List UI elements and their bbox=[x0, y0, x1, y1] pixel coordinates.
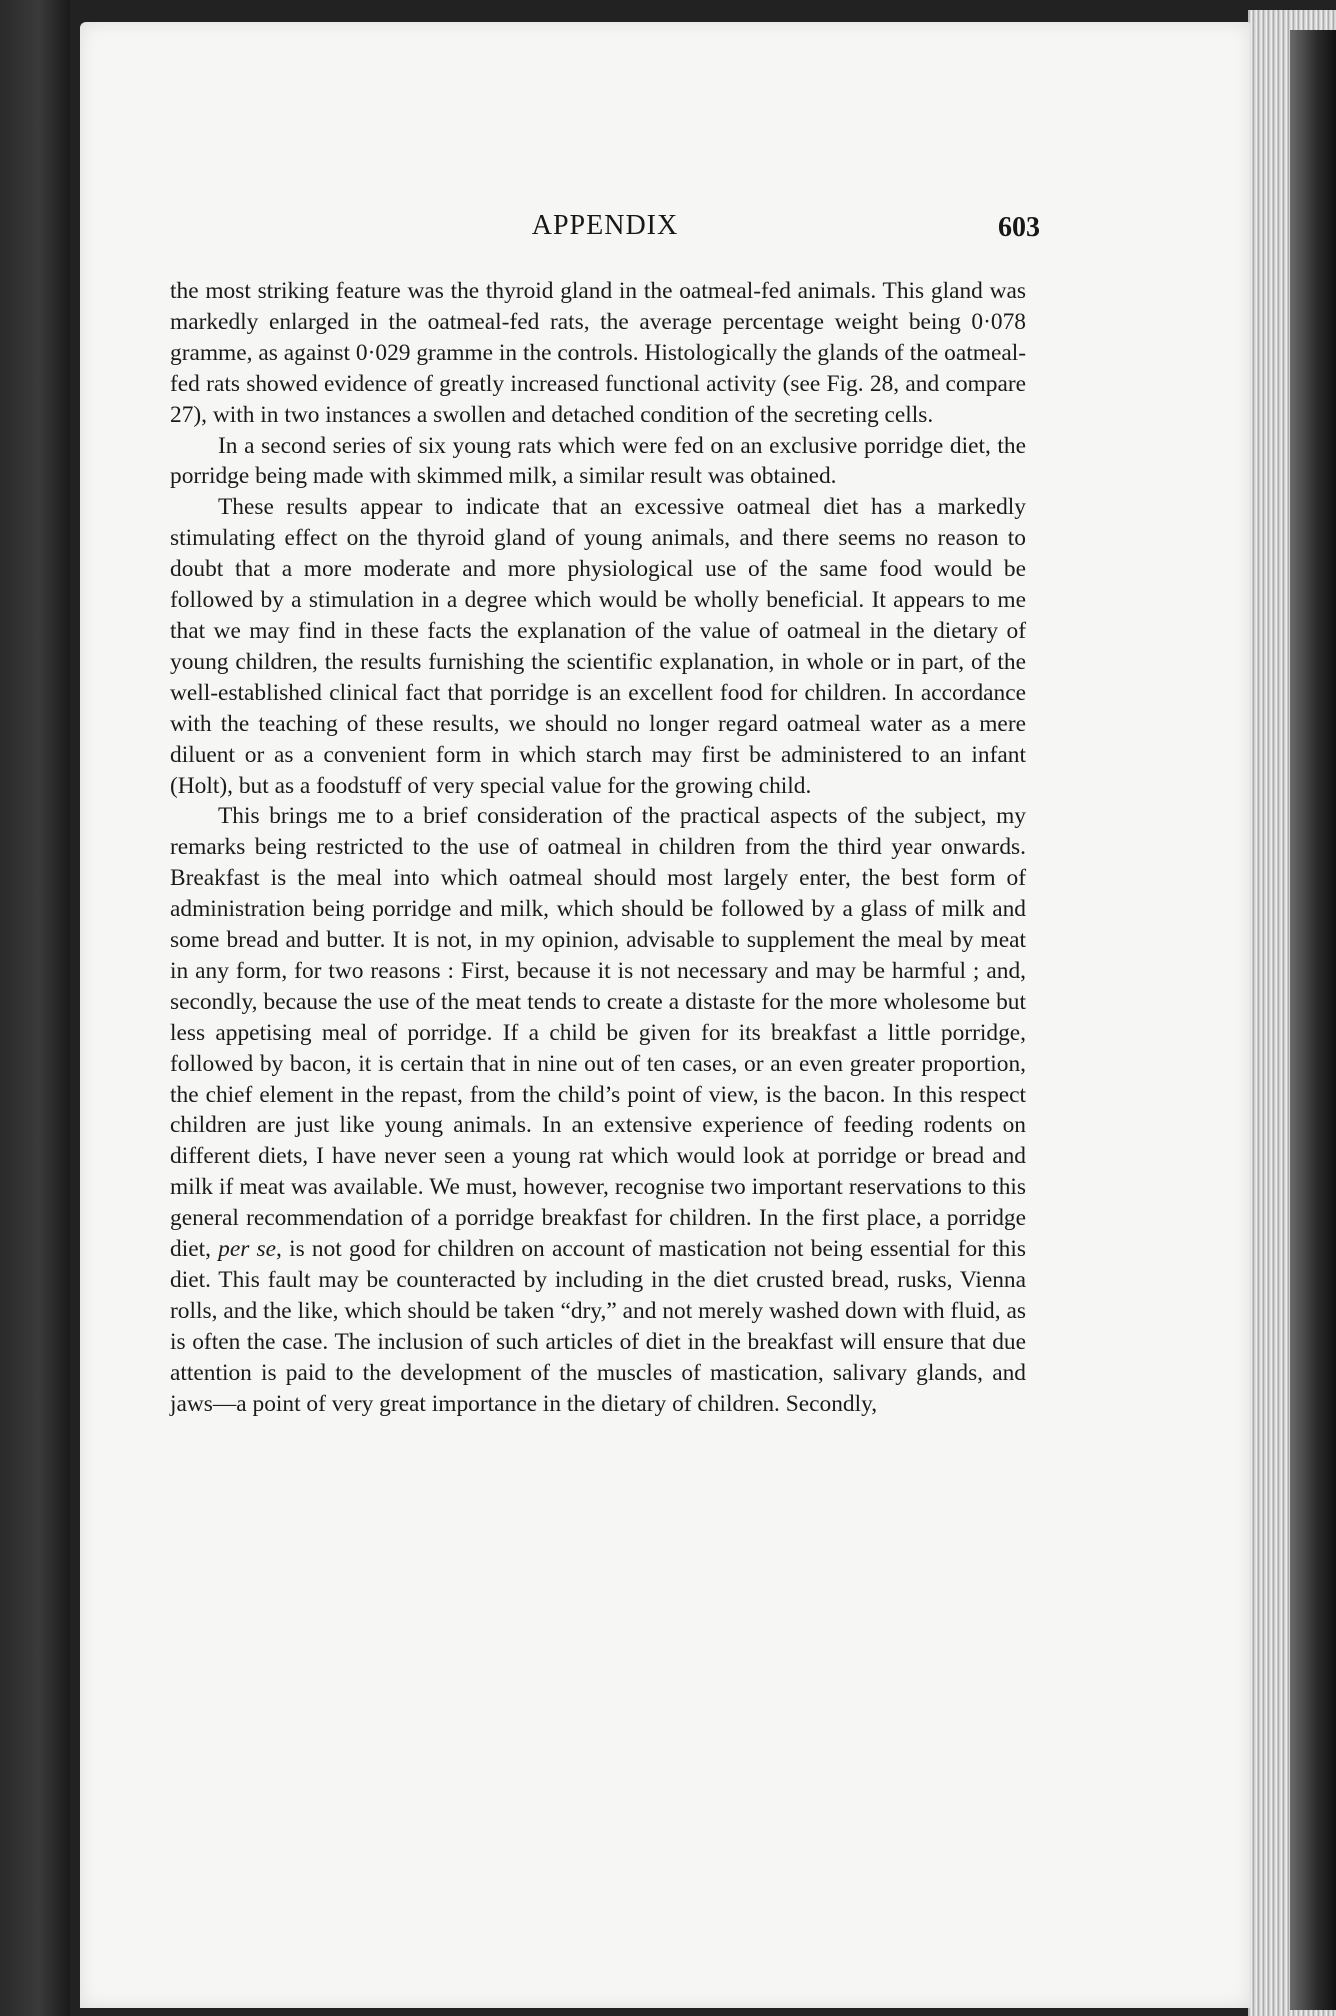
body-text bbox=[170, 276, 1026, 1420]
page-number: 603 bbox=[998, 212, 1040, 243]
paragraph-1: the most striking feature was the thyroid gland in the oatmeal-fed animals. This gland was markedly enlarged in the oatmeal-fed rats, the average percentage weight being 0·078 gramme, as against 0·029 gramme in the controls. Histologically the glands of the oatmeal-fed rats showed evidence of greatly increased functional activity (see Fig. 28, and compare 27), with in two instances a swollen and detached condition of the secreting cells. bbox=[170, 278, 1026, 428]
paragraph-2: In a second series of six young rats which were fed on an exclusive porridge diet, the porridge being made with skimmed milk, a similar result was obtained. bbox=[170, 432, 1026, 490]
paragraph-4-italic-phrase: per se bbox=[218, 1236, 277, 1263]
paragraph-4-text-before: This brings me to a brief consideration of the practical aspects of the subject, my remarks being restricted to the use of oatmeal in children from the third year onwards. Breakfast is the meal into which oatmeal should most largely enter, the best form of administration being porridge and milk, which should be followed by a glass of milk and some bread and butter. It is not, in my opinion, advisable to supplement the meal by meat in any form, for two reasons : First, because it is not necessary and may be harmful ; and, secondly, because the use of the meat tends to create a distaste for the more wholesome but less appetising meal of porridge. If a child be given for its breakfast a little porridge, followed by bacon, it is certain that in nine out of ten cases, or an even greater proportion, the chief element in the repast, from the child’s point of view, is the bacon. In this respect children are just like young animals. In an extensive experience of feeding rodents on different diets, I have never seen a young rat which would look at porridge or bread and milk if meat was available. We must, however, recognise two important reservations to this general recommendation of a porridge breakfast for children. In the first place, a porridge diet, bbox=[170, 803, 1026, 1263]
book-cover-edge bbox=[1290, 30, 1336, 2010]
running-title: APPENDIX bbox=[531, 210, 679, 241]
adjacent-page-edge bbox=[0, 0, 70, 2016]
paragraph-4-text-after: , is not good for children on account of mastication not being essential for this diet. This fault may be counteracted by including in the diet crusted bread, rusks, Vienna rolls, and the like, which should be taken “dry,” and not merely washed down with fluid, as is often the case. The inclusion of such articles of diet in the breakfast will ensure that due attention is paid to the development of the muscles of mastication, salivary glands, and jaws—a point of very great importance in the dietary of children. Secondly, bbox=[170, 1236, 1026, 1417]
paragraph-4 bbox=[170, 801, 1026, 1419]
page-header bbox=[170, 210, 1040, 250]
paragraph-3: These results appear to indicate that an excessive oatmeal diet has a markedly stimulating effect on the thyroid gland of young animals, and there seems no reason to doubt that a more moderate and more physiological use of the same food would be followed by a stimulation in a degree which would be wholly beneficial. It appears to me that we may find in these facts the explanation of the value of oatmeal in the dietary of young children, the results furnishing the scientific explanation, in whole or in part, of the well-established clinical fact that porridge is an excellent food for children. In accordance with the teaching of these results, we should no longer regard oatmeal water as a mere diluent or as a convenient form in which starch may first be administered to an infant (Holt), but as a foodstuff of very special value for the growing child. bbox=[170, 494, 1026, 799]
